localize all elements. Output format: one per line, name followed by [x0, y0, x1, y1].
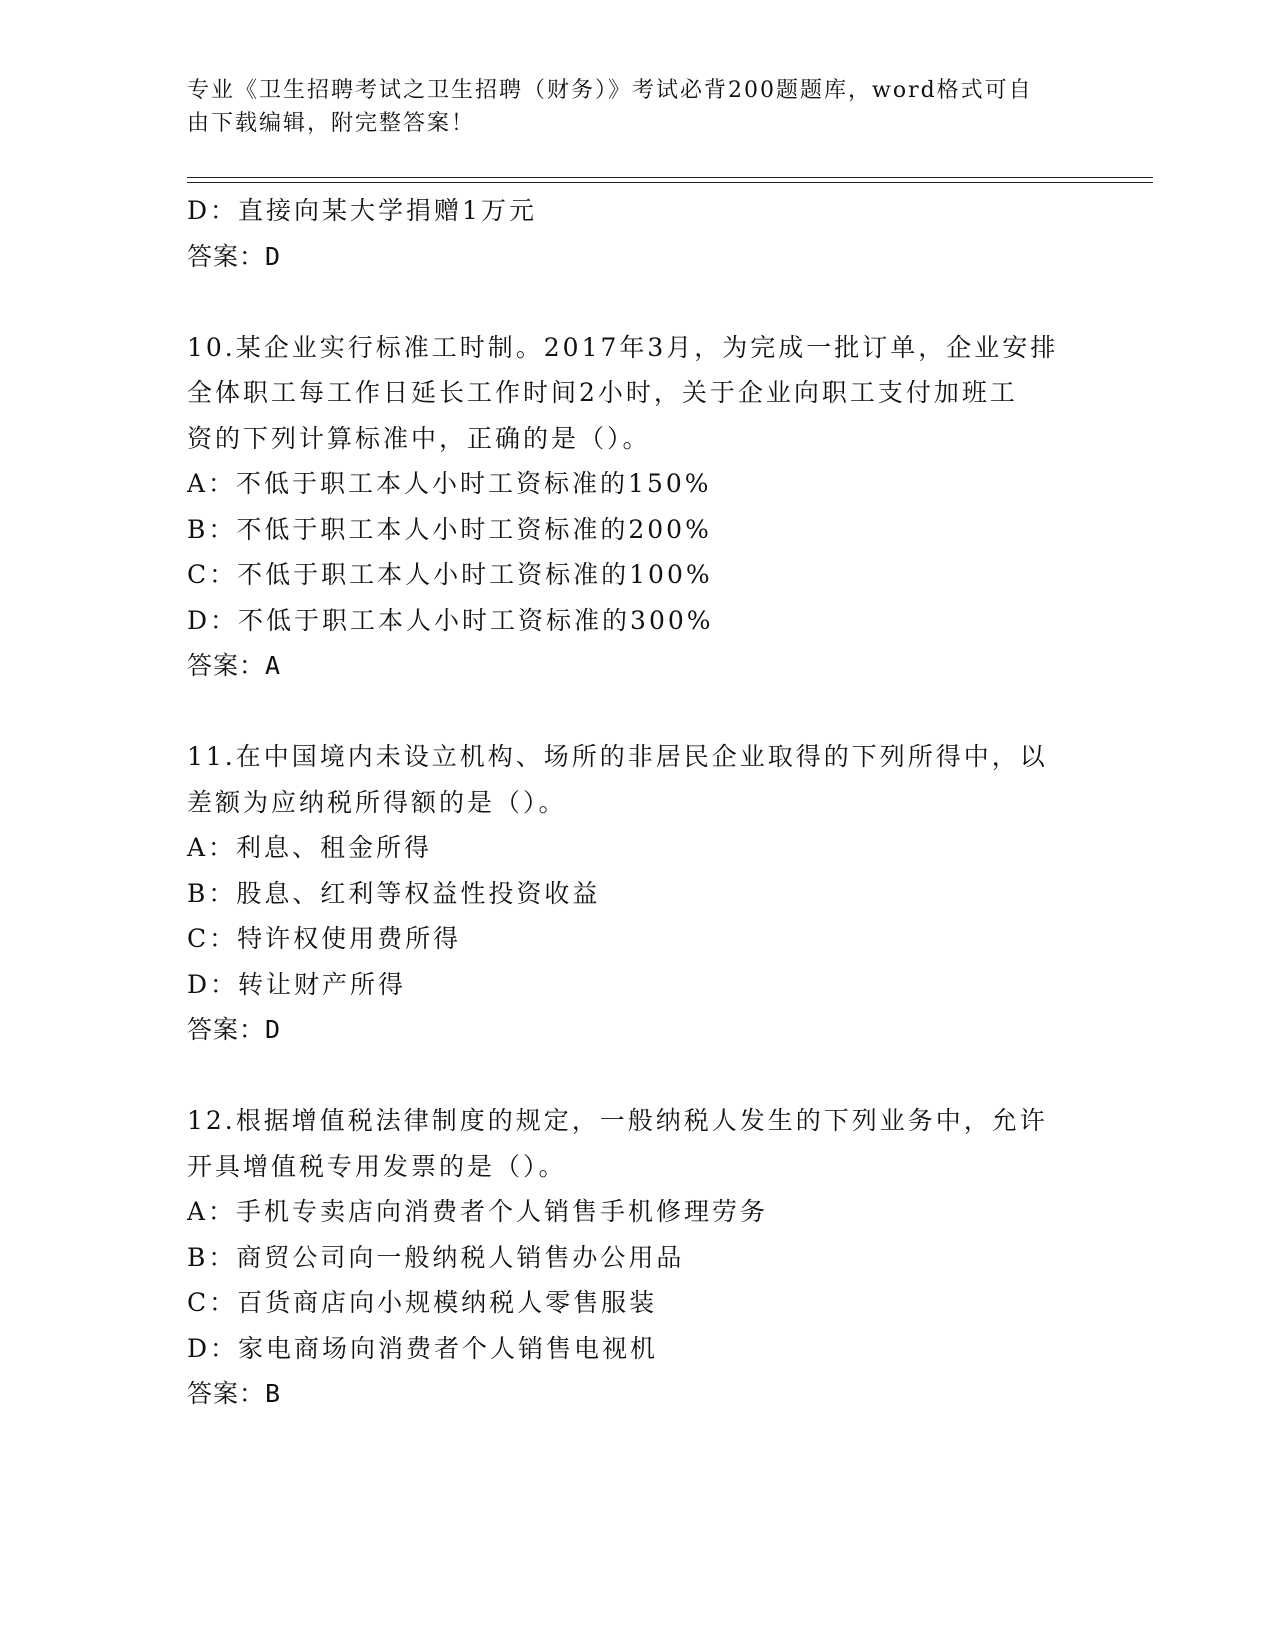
document-header [187, 74, 1057, 140]
header-line-2: 由下载编辑，附完整答案！ [187, 111, 476, 136]
option-d: D：不低于职工本人小时工资标准的300% [187, 605, 714, 635]
answer: 答案：D [187, 1015, 282, 1044]
option-b: B：商贸公司向一般纳税人销售办公用品 [187, 1242, 685, 1272]
header-rule-top [187, 177, 1153, 178]
question-10 [187, 325, 1087, 689]
header-line-1: 专业《卫生招聘考试之卫生招聘（财务）》考试必背200题题库，word格式可自 [187, 78, 1033, 103]
question-stem-line: 全体职工每工作日延长工作时间2小时，关于企业向职工支付加班工 [187, 378, 1018, 407]
option-a: A：利息、租金所得 [187, 833, 433, 862]
option-c: C：百货商店向小规模纳税人零售服装 [187, 1288, 658, 1317]
question-stem-line: 开具增值税专用发票的是（）。 [187, 1151, 567, 1181]
option-d: D：直接向某大学捐赠1万元 [187, 196, 537, 225]
option-d: D：家电商场向消费者个人销售电视机 [187, 1333, 659, 1363]
question-stem-line: 差额为应纳税所得额的是（）。 [187, 787, 567, 817]
option-c: C：不低于职工本人小时工资标准的100% [187, 560, 713, 589]
question-stem-line: 资的下列计算标准中，正确的是（）。 [187, 423, 651, 453]
question-11 [187, 734, 1087, 1053]
question-list [187, 188, 1087, 1417]
option-b: B：股息、红利等权益性投资收益 [187, 878, 601, 908]
question-12 [187, 1098, 1087, 1417]
question-stem-line: 11.在中国境内未设立机构、场所的非居民企业取得的下列所得中，以 [187, 742, 1048, 771]
answer: 答案：A [187, 651, 282, 680]
option-a: A：手机专卖店向消费者个人销售手机修理劳务 [187, 1197, 769, 1226]
question-stem-line: 12.根据增值税法律制度的规定，一般纳税人发生的下列业务中，允许 [187, 1106, 1048, 1135]
option-c: C：特许权使用费所得 [187, 924, 462, 953]
header-rule-bottom [187, 182, 1153, 183]
option-b: B：不低于职工本人小时工资标准的200% [187, 514, 712, 544]
answer: 答案：D [187, 241, 282, 271]
option-a: A：不低于职工本人小时工资标准的150% [187, 469, 712, 498]
question-stem-line: 10.某企业实行标准工时制。2017年3月，为完成一批订单，企业安排 [187, 332, 1059, 362]
option-d: D：转让财产所得 [187, 969, 407, 999]
answer: 答案：B [187, 1379, 282, 1408]
